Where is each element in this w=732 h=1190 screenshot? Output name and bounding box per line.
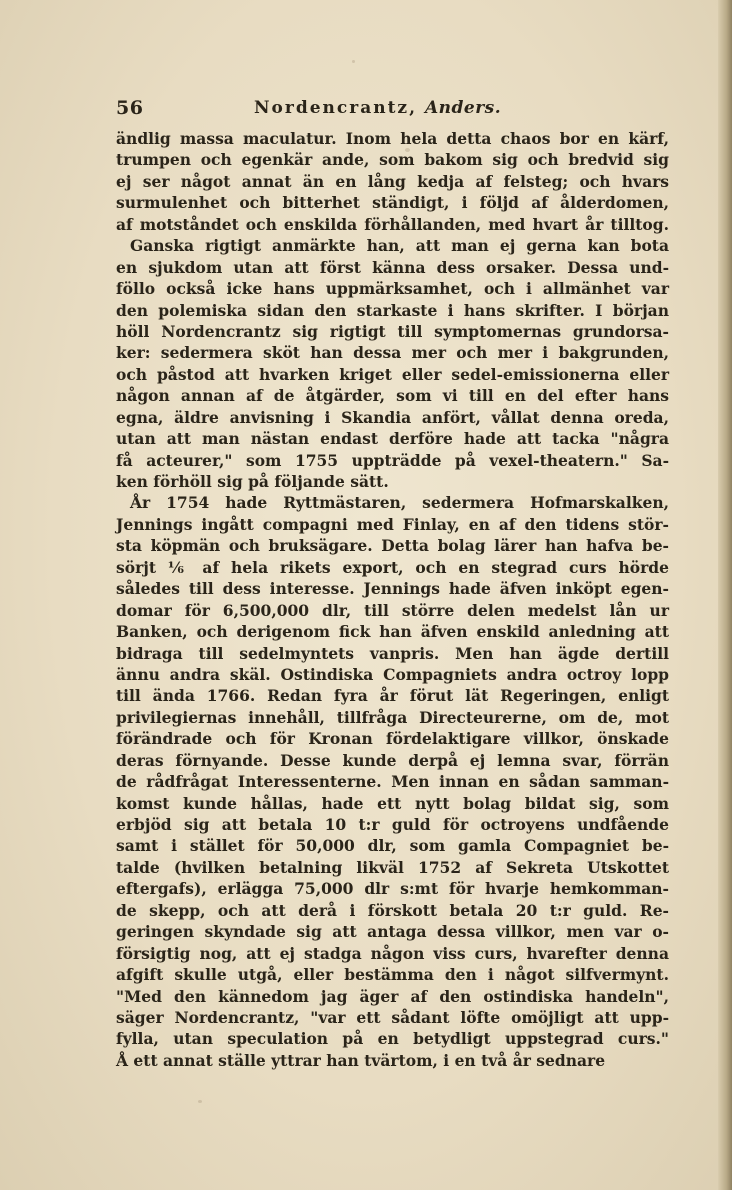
text-line: ändlig massa maculatur. Inom hela detta chaos bor en kärf,	[116, 129, 669, 148]
paper-stain	[198, 1100, 202, 1103]
text-line: den polemiska sidan den starkaste i hans skrifter. I början	[116, 300, 669, 320]
paper-stain	[352, 60, 355, 63]
text-line: förändrade och för Kronan fördelaktigare villkor, önskade	[116, 729, 669, 749]
running-title-surname: Nordencrantz,	[254, 98, 418, 118]
text-line: År 1754 hade Ryttmästaren, sedermera Hofmarskalken,	[130, 493, 669, 513]
text-line: Ganska rigtigt anmärkte han, att man ej gerna kan bota	[130, 236, 669, 256]
text-line: få acteurer," som 1755 uppträdde på vexel-theatern." Sa-	[116, 450, 669, 470]
text-line: Jennings ingått compagni med Finlay, en af den tidens stör-	[116, 514, 669, 534]
running-header	[116, 97, 636, 127]
text-line: sörjt ⅙ af hela rikets export, och en stegrad curs hörde	[116, 557, 669, 577]
text-line: trumpen och egenkär ande, som bakom sig och bredvid sig	[116, 150, 669, 170]
text-line: de rådfrågat Interessenterne. Men innan en sådan samman-	[116, 772, 669, 792]
text-line: komst kunde hållas, hade ett nytt bolag bildat sig, som	[116, 793, 669, 813]
text-line: ej ser något annat än en lång kedja af felsteg; och hvars	[116, 171, 669, 191]
body-text	[116, 128, 669, 1071]
text-line: ännu andra skäl. Ostindiska Compagniets andra octroy lopp	[116, 664, 669, 684]
text-line: en sjukdom utan att först känna dess orsaker. Dessa und-	[116, 257, 669, 277]
text-line: eftergafs), erlägga 75,000 dlr s:mt för hvarje hemkomman-	[116, 879, 669, 899]
text-line: geringen skyndade sig att antaga dessa villkor, men var o-	[116, 922, 669, 942]
text-line: fylla, utan speculation på en betydligt uppstegrad curs."	[116, 1029, 669, 1049]
text-line: ker: sedermera sköt han dessa mer och mer i bakgrunden,	[116, 343, 669, 363]
text-line: Banken, och derigenom fick han äfven enskild anledning att	[116, 622, 669, 642]
text-line: ken förhöll sig på följande sätt.	[116, 472, 389, 491]
text-line: föllo också icke hans uppmärksamhet, och i allmänhet var	[116, 279, 669, 299]
text-line: af motståndet och enskilda förhållanden, med hvart år tilltog.	[116, 214, 669, 234]
text-line: deras förnyande. Desse kunde derpå ej lemna svar, förrän	[116, 750, 669, 770]
text-line: Å ett annat ställe yttrar han tvärtom, i en två år sednare	[116, 1050, 606, 1070]
text-line: utan att man nästan endast derföre hade att tacka "några	[116, 429, 669, 449]
text-line: surmulenhet och bitterhet ständigt, i följd af ålderdomen,	[116, 193, 669, 213]
text-line: till ända 1766. Redan fyra år förut lät Regeringen, enligt	[116, 686, 669, 706]
text-line: försigtig nog, att ej stadga någon viss curs, hvarefter denna	[116, 943, 669, 963]
text-line: och påstod att hvarken kriget eller sedel-emissionerna eller	[116, 364, 669, 384]
text-line: domar för 6,500,000 dlr, till större delen medelst lån ur	[116, 600, 669, 620]
text-line: erbjöd sig att betala 10 t:r guld för octroyens undfående	[116, 815, 669, 834]
page-edge	[718, 0, 732, 1190]
text-line: egna, äldre anvisning i Skandia anfört, vållat denna oreda,	[116, 407, 669, 427]
text-line: "Med den kännedom jag äger af den ostindiska handeln",	[116, 986, 669, 1006]
text-line: säger Nordencrantz, "var ett sådant löfte omöjligt att upp-	[116, 1007, 669, 1027]
text-line: de skepp, och att derå i förskott betala 20 t:r guld. Re-	[116, 900, 669, 920]
text-line: någon annan af de åtgärder, som vi till en del efter hans	[116, 386, 669, 406]
text-line: höll Nordencrantz sig rigtigt till symptomernas grundorsa-	[116, 321, 669, 341]
text-line: talde (hvilken betalning likväl 1752 af Sekreta Utskottet	[116, 857, 669, 877]
text-line: afgift skulle utgå, eller bestämma den i något silfvermynt.	[116, 965, 669, 985]
running-title-forename: Anders.	[424, 98, 502, 118]
text-line: privilegiernas innehåll, tillfråga Directeurerne, om de, mot	[116, 707, 669, 727]
text-line: bidraga till sedelmyntets vanpris. Men han ägde dertill	[116, 643, 669, 663]
text-line: samt i stället för 50,000 dlr, som gamla Compagniet be-	[116, 836, 669, 856]
text-line: sta köpmän och bruksägare. Detta bolag lärer han hafva be-	[116, 536, 669, 556]
page-number: 56	[116, 97, 144, 119]
text-line: således till dess interesse. Jennings hade äfven inköpt egen-	[116, 579, 669, 599]
running-title	[254, 98, 501, 118]
